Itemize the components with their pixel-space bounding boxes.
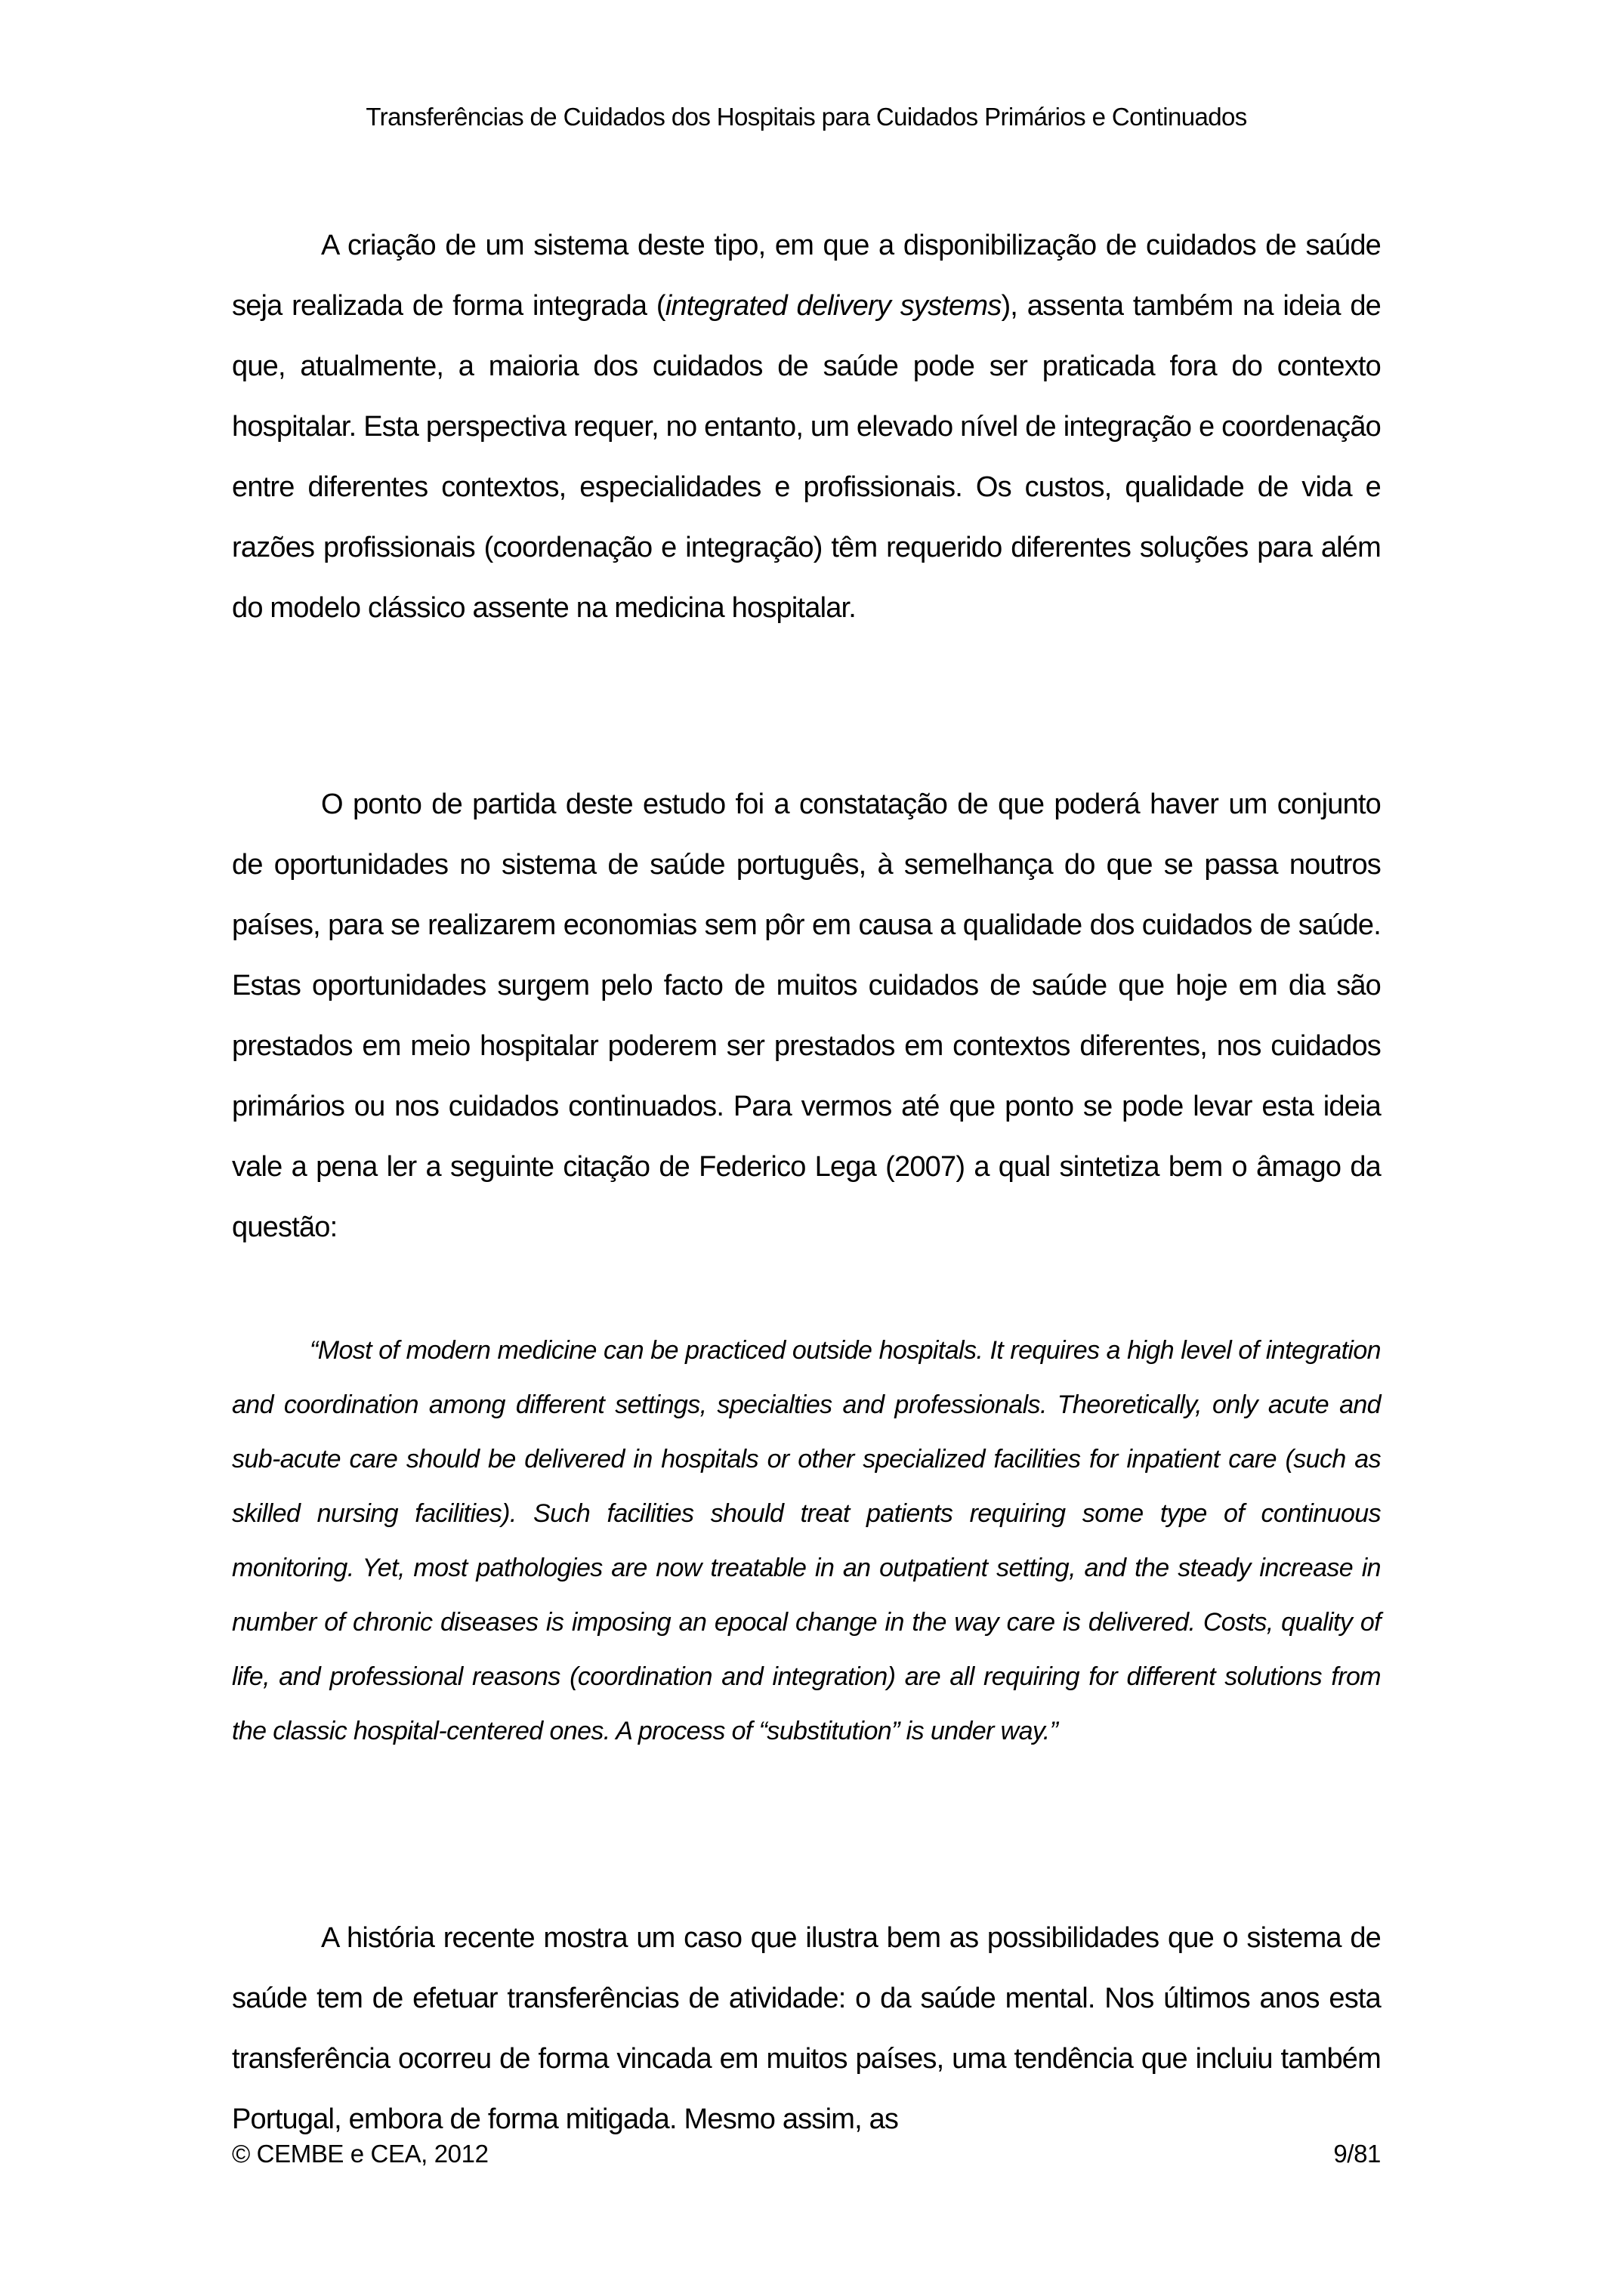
paragraph-1-text-post: ), assenta também na ideia de que, atualmente, a maioria dos cuidados de saúde pode ser praticada fora do contexto hospitalar. Esta perspectiva requer, no entanto, um elevado nível de integração e coordenação entre diferentes contextos, especialidades e profissionais. Os custos, qualidade de vida e razões profissionais (coordenação e integração) têm requerido diferentes soluções para além do modelo clássico assente na medicina hospitalar. bbox=[232, 290, 1381, 624]
page-footer bbox=[232, 2140, 1381, 2168]
paragraph-2: O ponto de partida deste estudo foi a constatação de que poderá haver um conjunto de oportunidades no sistema de saúde português, à semelhança do que se passa noutros países, para se realizarem economias sem pôr em causa a qualidade dos cuidados de saúde. Estas oportunidades surgem pelo facto de muitos cuidados de saúde que hoje em dia são prestados em meio hospitalar poderem ser prestados em contextos diferentes, nos cuidados primários ou nos cuidados continuados. Para vermos até que ponto se pode levar esta ideia vale a pena ler a seguinte citação de Federico Lega (2007) a qual sintetiza bem o âmago da questão: bbox=[232, 788, 1381, 1243]
paragraph-1-text-pre: A criação de um sistema deste tipo, em que a disponibilização de cuidados de saúde seja realizada de forma integrada ( bbox=[232, 230, 1381, 322]
paragraph-3: A história recente mostra um caso que ilustra bem as possibilidades que o sistema de saúde tem de efetuar transferências de atividade: o da saúde mental. Nos últimos anos esta transferência ocorreu de forma vincada em muitos países, uma tendência que incluiu também Portugal, embora de forma mitigada. Mesmo assim, as bbox=[232, 1922, 1381, 2135]
block-quotation: “Most of modern medicine can be practiced outside hospitals. It requires a high level of integration and coordination among different settings, specialties and professionals. Theoretically, only acute and sub-acute care should be delivered in hospitals or other specialized facilities for inpatient care (such as skilled nursing facilities). Such facilities should treat patients requiring some type of continuous monitoring. Yet, most pathologies are now treatable in an outpatient setting, and the steady increase in number of chronic diseases is imposing an epocal change in the way care is delivered. Costs, quality of life, and professional reasons (coordination and integration) are all requiring for different solutions from the classic hospital-centered ones. A process of “substitution” is under way.” bbox=[232, 1336, 1381, 1745]
paragraph-1 bbox=[232, 215, 1381, 638]
copyright-text: © CEMBE e CEA, 2012 bbox=[232, 2140, 489, 2168]
paragraph-1-italic-phrase: integrated delivery systems bbox=[665, 290, 1002, 322]
page-number: 9/81 bbox=[1333, 2140, 1381, 2168]
page-header-title: Transferências de Cuidados dos Hospitais para Cuidados Primários e Continuados bbox=[366, 103, 1247, 131]
